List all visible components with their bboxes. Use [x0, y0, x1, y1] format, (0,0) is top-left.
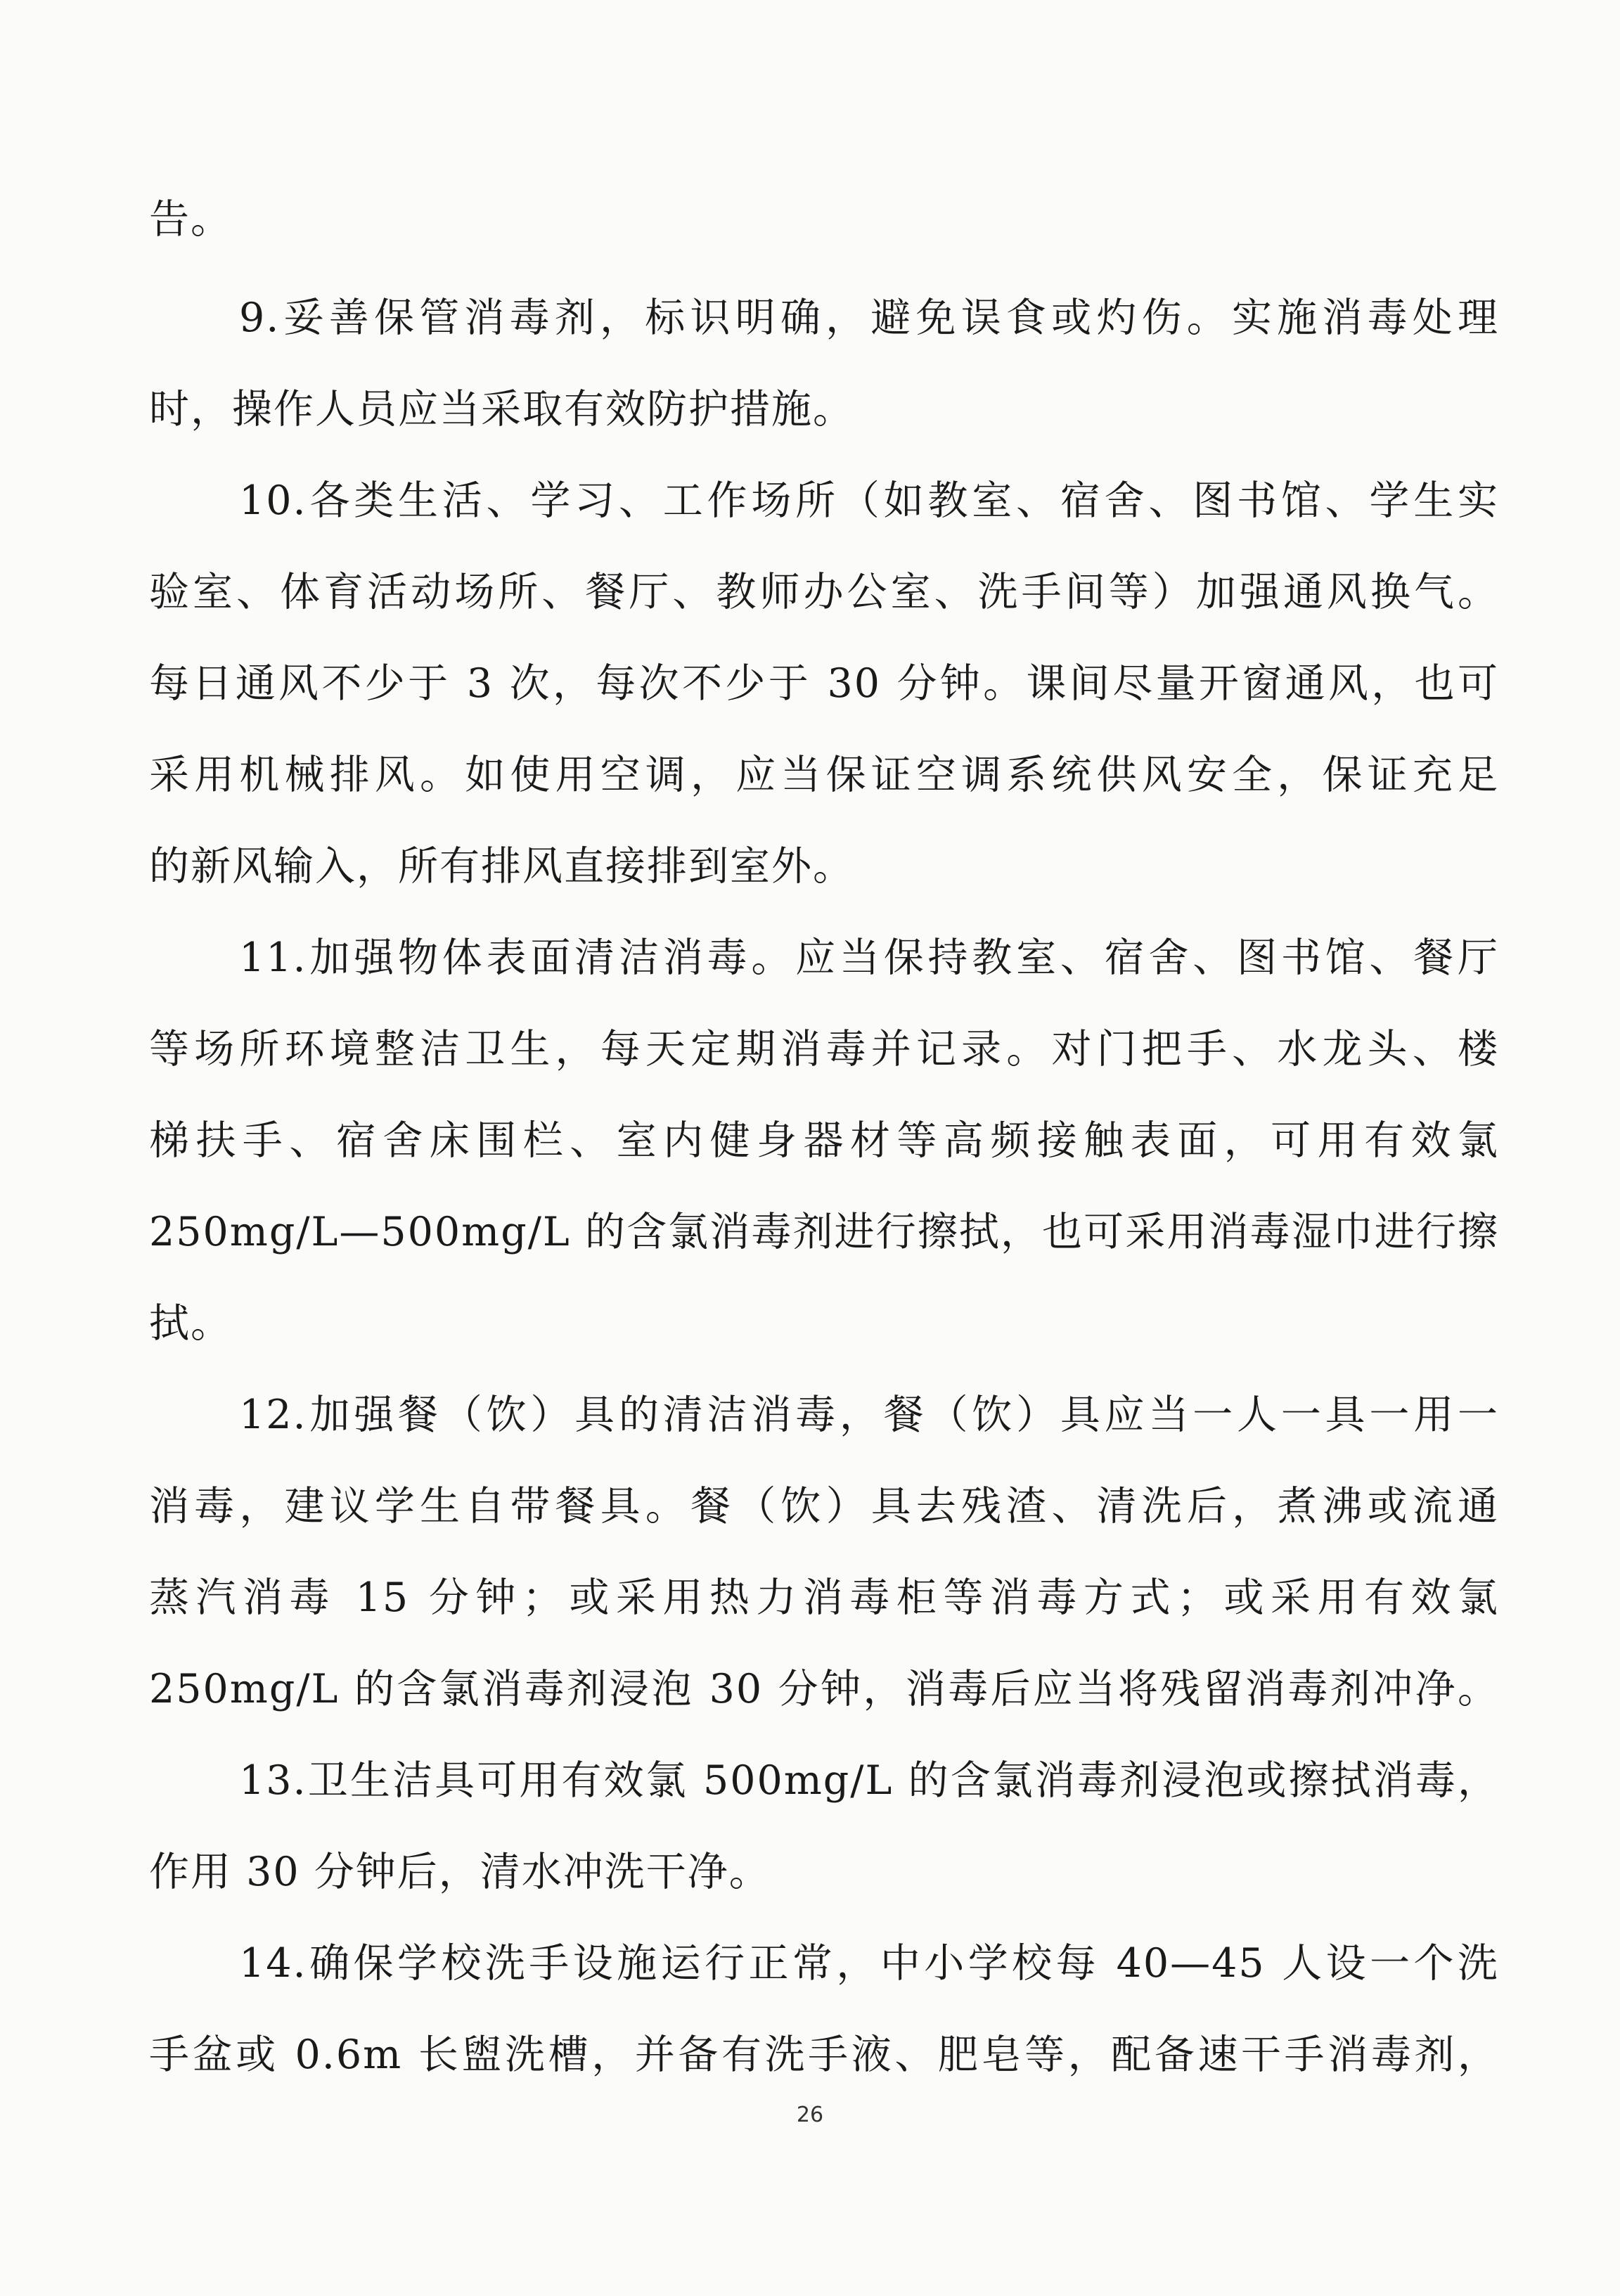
paragraph-9-line-2: 时，操作人员应当采取有效防护措施。: [149, 386, 854, 432]
paragraph-14-line-1: 14.确保学校洗手设施运行正常，中小学校每 40—45 人设一个洗: [239, 1940, 1499, 1987]
paragraph-10-line-1: 10.各类生活、学习、工作场所（如教室、宿舍、图书馆、学生实: [239, 477, 1499, 524]
paragraph-12-line-2: 消毒，建议学生自带餐具。餐（饮）具去残渣、清洗后，煮沸或流通: [149, 1483, 1499, 1529]
paragraph-10-line-2: 验室、体育活动场所、餐厅、教师办公室、洗手间等）加强通风换气。: [149, 569, 1499, 615]
paragraph-12-line-4: 250mg/L 的含氯消毒剂浸泡 30 分钟，消毒后应当将残留消毒剂冲净。: [149, 1666, 1499, 1712]
paragraph-12-line-1: 12.加强餐（饮）具的清洁消毒，餐（饮）具应当一人一具一用一: [239, 1392, 1499, 1438]
paragraph-13-line-1: 13.卫生洁具可用有效氯 500mg/L 的含氯消毒剂浸泡或擦拭消毒，: [239, 1757, 1499, 1804]
paragraph-11-line-1: 11.加强物体表面清洁消毒。应当保持教室、宿舍、图书馆、餐厅: [239, 935, 1499, 981]
paragraph-11-line-2: 等场所环境整洁卫生，每天定期消毒并记录。对门把手、水龙头、楼: [149, 1026, 1499, 1072]
paragraph-11-line-3: 梯扶手、宿舍床围栏、室内健身器材等高频接触表面，可用有效氯: [149, 1117, 1499, 1164]
paragraph-11-line-5: 拭。: [149, 1300, 232, 1347]
paragraph-9-line-1: 9.妥善保管消毒剂，标识明确，避免误食或灼伤。实施消毒处理: [239, 295, 1499, 341]
paragraph-11-line-4: 250mg/L—500mg/L 的含氯消毒剂进行擦拭，也可采用消毒湿巾进行擦: [149, 1209, 1499, 1255]
paragraph-10-line-4: 采用机械排风。如使用空调，应当保证空调系统供风安全，保证充足: [149, 752, 1499, 798]
paragraph-10-line-3: 每日通风不少于 3 次，每次不少于 30 分钟。课间尽量开窗通风，也可: [149, 660, 1499, 707]
paragraph-10-line-5: 的新风输入，所有排风直接排到室外。: [149, 843, 854, 890]
page-number: 26: [796, 2103, 824, 2127]
paragraph-12-line-3: 蒸汽消毒 15 分钟；或采用热力消毒柜等消毒方式；或采用有效氯: [149, 1575, 1499, 1621]
paragraph-13-line-2: 作用 30 分钟后，清水冲洗干净。: [149, 1849, 771, 1895]
paragraph-14-line-2: 手盆或 0.6m 长盥洗槽，并备有洗手液、肥皂等，配备速干手消毒剂，: [149, 2032, 1499, 2078]
text-line: 告。: [149, 196, 232, 243]
